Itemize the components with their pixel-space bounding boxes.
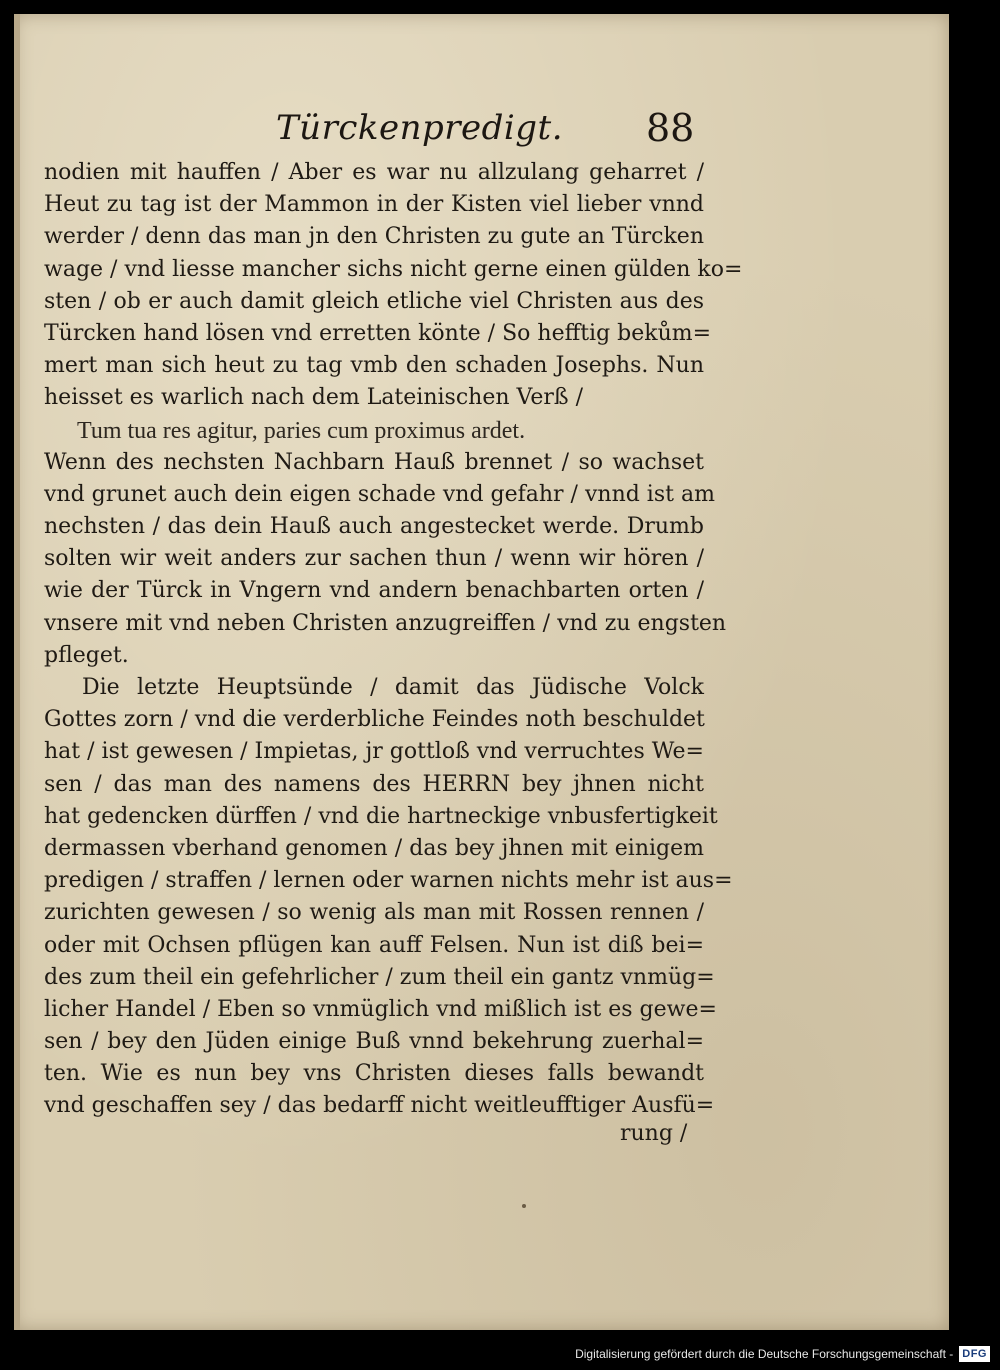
text-line: zurichten gewesen / so wenig als man mit Rossen rennen / (44, 900, 704, 926)
text-line: hat / ist gewesen / Impietas, jr gottloß vnd verruchtes We= (44, 739, 704, 765)
text-line: werder / denn das man jn den Christen zu gute an Türcken (44, 224, 704, 250)
text-line: wie der Türck in Vngern vnd andern benachbarten orten / (44, 578, 704, 604)
page-edge (14, 14, 20, 1330)
text-line: Gottes zorn / vnd die verderbliche Feindes noth beschuldet (44, 707, 705, 733)
text-line: Heut zu tag ist der Mammon in der Kisten viel lieber vnnd (44, 192, 704, 218)
paragraph-start-line: Die letzte Heuptsünde / damit das Jüdische Volck (82, 675, 704, 700)
text-line: ten. Wie es nun bey vns Christen dieses falls bewandt (44, 1061, 704, 1087)
text-line: nechsten / das dein Hauß auch angestecket werde. Drumb (44, 514, 704, 540)
book-page (14, 14, 949, 1330)
text-line: nodien mit hauffen / Aber es war nu allzulang geharret / (44, 160, 704, 185)
running-head-title: Türckenpredigt. (276, 108, 564, 148)
catchword: rung / (620, 1121, 688, 1146)
text-line: mert man sich heut zu tag vmb den schaden Josephs. Nun (44, 353, 704, 379)
text-line: pfleget. (44, 642, 129, 668)
page-number: 88 (646, 106, 695, 150)
running-head (14, 108, 949, 158)
text-line: dermassen vberhand genomen / das bey jhnen mit einigem (44, 835, 704, 861)
digitization-footer (575, 1344, 990, 1364)
dfg-logo: DFG (959, 1346, 990, 1362)
text-line: hat gedencken dürffen / vnd die hartneckige vnbusfertigkeit (44, 803, 718, 829)
text-line: vnsere mit vnd neben Christen anzugreiffen / vnd zu engsten (44, 610, 727, 636)
text-line: sen / das man des namens des HERRN bey jhnen nicht (44, 771, 704, 797)
text-line: vnd grunet auch dein eigen schade vnd gefahr / vnnd ist am (44, 481, 715, 507)
text-line: Wenn des nechsten Nachbarn Hauß brennet / so wachset (44, 449, 704, 475)
text-line: heisset es warlich nach dem Lateinischen Verß / (44, 385, 583, 411)
text-line: vnd geschaffen sey / das bedarff nicht weitleufftiger Ausfü= (44, 1093, 715, 1119)
text-line: sen / bey den Jüden einige Buß vnnd bekehrung zuerhal= (44, 1029, 704, 1055)
paper-speck (522, 1204, 526, 1208)
body-text (44, 157, 743, 1123)
text-line: wage / vnd liesse mancher sichs nicht gerne einen gülden ko= (44, 256, 743, 282)
text-line: predigen / straffen / lernen oder warnen nichts mehr ist aus= (44, 868, 733, 894)
latin-verse: Tum tua res agitur, paries cum proximus ardet. (77, 417, 526, 444)
text-line: licher Handel / Eben so vnmüglich vnd mißlich ist es gewe= (44, 996, 717, 1022)
text-line: solten wir weit anders zur sachen thun / wenn wir hören / (44, 546, 704, 572)
funding-credit: Digitalisierung gefördert durch die Deutsche Forschungsgemeinschaft - (575, 1347, 954, 1361)
text-line: des zum theil ein gefehrlicher / zum theil ein gantz vnmüg= (44, 964, 715, 990)
text-line: oder mit Ochsen pflügen kan auff Felsen. Nun ist diß bei= (44, 932, 704, 958)
text-line: Türcken hand lösen vnd erretten könte / So hefftig bekům= (44, 320, 712, 346)
text-line: sten / ob er auch damit gleich etliche viel Christen aus des (44, 288, 704, 314)
